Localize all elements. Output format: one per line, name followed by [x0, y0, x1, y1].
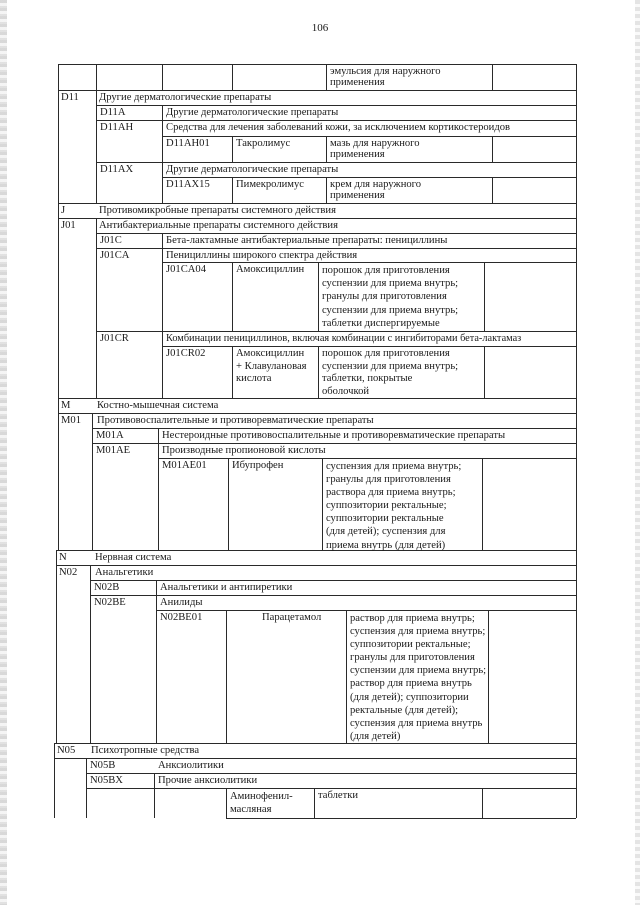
table-rule	[96, 331, 576, 332]
table-rule	[326, 136, 327, 162]
group-name-cell: Анальгетики	[95, 567, 154, 578]
dosage-form-cell: раствор для приема внутрь; суспензия для приема внутрь; суппозитории ректальные; гранулы для приготовления суспензии для приема внутрь; раствор для приема внутрь (для детей); суппозитории ректальные (для детей); суспензия для приема внутрь (для детей)	[350, 613, 487, 742]
table-rule	[162, 262, 576, 263]
atc-code-cell: J01CA	[100, 250, 130, 261]
atc-code-cell: N05BX	[90, 775, 123, 786]
table-rule	[154, 773, 155, 818]
table-rule	[226, 818, 576, 819]
group-name-cell: Анилиды	[160, 597, 203, 608]
table-rule	[232, 262, 233, 331]
group-name-cell: Противовоспалительные и противоревматические препараты	[97, 415, 374, 426]
atc-code-cell: M01	[61, 415, 82, 426]
atc-code-cell: D11	[61, 92, 79, 103]
atc-code-cell: N02BE	[94, 597, 126, 608]
table-rule	[232, 64, 233, 90]
table-rule	[54, 743, 55, 818]
atc-code-cell: N	[59, 552, 67, 563]
table-rule	[96, 218, 97, 398]
group-name-cell: Пенициллины широкого спектра действия	[166, 250, 358, 261]
table-rule	[162, 136, 576, 137]
table-rule	[162, 233, 163, 398]
table-rule	[96, 105, 576, 106]
atc-code-cell: M01A	[96, 430, 124, 441]
atc-code-cell: D11AX	[100, 164, 134, 175]
dosage-form-cell: эмульсия для наружного применения	[330, 66, 441, 89]
atc-code-cell: J01CR	[100, 333, 129, 344]
dosage-form-cell: порошок для приготовления суспензии для приема внутрь; таблетки, покрытые оболочкой	[322, 348, 459, 397]
table-rule	[346, 610, 347, 743]
group-name-cell: Анальгетики и антипиретики	[160, 582, 293, 593]
page-number: 106	[311, 22, 329, 34]
table-rule	[162, 105, 163, 203]
group-name-cell: Другие дерматологические препараты	[166, 107, 339, 118]
atc-code-cell: N02BE01	[160, 612, 203, 623]
group-name-cell: Средства для лечения заболеваний кожи, за исключением кортикостероидов	[166, 122, 511, 133]
atc-code-cell: D11AX15	[166, 179, 210, 190]
table-rule	[484, 346, 485, 398]
table-rule	[576, 64, 577, 818]
group-name-cell: Производные пропионовой кислоты	[162, 445, 326, 456]
table-rule	[96, 248, 576, 249]
table-rule	[318, 346, 319, 398]
table-rule	[58, 90, 576, 91]
atc-code-cell: D11AH01	[166, 138, 210, 149]
table-rule	[318, 262, 319, 331]
table-rule	[86, 788, 576, 789]
dosage-form-cell: суспензия для приема внутрь; гранулы для приготовления раствора для приема внутрь; суппозитории ректальные; суппозитории ректальные (для детей); суспензия для приема внутрь (для детей)	[326, 461, 462, 551]
table-rule	[232, 346, 233, 398]
atc-code-cell: M01AE	[96, 445, 131, 456]
group-name-cell: Анксиолитики	[158, 760, 224, 771]
group-name-cell: Нервная система	[95, 552, 172, 563]
table-rule	[492, 136, 493, 162]
table-rule	[162, 64, 163, 90]
group-name-cell: Прочие анксиолитики	[158, 775, 258, 786]
atc-code-cell: M	[61, 400, 71, 411]
table-rule	[232, 177, 233, 203]
group-name-cell: Противомикробные препараты системного действия	[99, 205, 336, 216]
table-rule	[162, 177, 576, 178]
group-name-cell: Бета-лактамные антибактериальные препараты: пенициллины	[166, 235, 448, 246]
table-rule	[58, 398, 576, 399]
drug-name-cell: Ибупрофен	[232, 460, 284, 471]
table-rule	[96, 90, 97, 203]
table-rule	[92, 428, 576, 429]
group-name-cell: Нестероидные противовоспалительные и противоревматические препараты	[162, 430, 506, 441]
atc-code-cell: D11A	[100, 107, 126, 118]
atc-code-cell: N02	[59, 567, 78, 578]
group-name-cell: Антибактериальные препараты системного действия	[99, 220, 338, 231]
table-rule	[58, 413, 576, 414]
table-rule	[54, 743, 576, 744]
table-rule	[92, 443, 576, 444]
table-rule	[96, 120, 576, 121]
table-rule	[54, 758, 576, 759]
table-rule	[58, 203, 576, 204]
dosage-form-cell: таблетки	[318, 790, 359, 801]
table-rule	[90, 580, 576, 581]
table-rule	[482, 458, 483, 550]
table-rule	[326, 64, 327, 90]
dosage-form-cell: мазь для наружного применения	[330, 138, 420, 161]
atc-code-cell: J01CR02	[166, 348, 206, 359]
table-rule	[90, 595, 576, 596]
drug-name-cell: Пимекролимус	[236, 179, 304, 190]
table-rule	[96, 233, 576, 234]
table-rule	[226, 610, 227, 743]
table-rule	[58, 64, 59, 550]
drug-name-cell: Парацетамол	[262, 612, 322, 623]
table-rule	[326, 177, 327, 203]
atc-code-cell: M01AE01	[162, 460, 207, 471]
atc-code-cell: J01C	[100, 235, 122, 246]
table-rule	[86, 773, 576, 774]
table-rule	[322, 458, 323, 550]
group-name-cell: Комбинации пенициллинов, включая комбинации с ингибиторами бета-лактамаз	[166, 333, 522, 344]
dosage-form-cell: крем для наружного применения	[330, 179, 422, 202]
group-name-cell: Костно-мышечная система	[97, 400, 219, 411]
table-rule	[232, 136, 233, 162]
drug-name-cell: Амоксициллин	[236, 264, 305, 275]
table-rule	[96, 162, 576, 163]
atc-code-cell: J	[61, 205, 66, 216]
atc-code-cell: N05B	[90, 760, 116, 771]
table-rule	[158, 428, 159, 550]
table-rule	[156, 610, 576, 611]
table-rule	[58, 64, 576, 65]
table-rule	[92, 413, 93, 550]
atc-code-cell: D11AH	[100, 122, 134, 133]
atc-code-cell: N05	[57, 745, 76, 756]
table-rule	[482, 788, 483, 818]
table-rule	[228, 458, 229, 550]
table-rule	[56, 550, 57, 743]
drug-name-cell: Такролимус	[236, 138, 291, 149]
group-name-cell: Другие дерматологические препараты	[166, 164, 339, 175]
table-rule	[162, 346, 576, 347]
table-rule	[158, 458, 576, 459]
atc-code-cell: J01	[61, 220, 76, 231]
table-rule	[488, 610, 489, 743]
dosage-form-cell: порошок для приготовления суспензии для приема внутрь; гранулы для приготовления суспензии для приема внутрь; таблетки диспергируемые	[322, 265, 459, 329]
drug-name-cell: Аминофенил- масляная	[230, 791, 293, 815]
table-rule	[492, 64, 493, 90]
table-rule	[90, 565, 91, 743]
group-name-cell: Психотропные средства	[91, 745, 200, 756]
table-rule	[58, 218, 576, 219]
group-name-cell: Другие дерматологические препараты	[99, 92, 272, 103]
table-rule	[226, 788, 227, 818]
table-rule	[484, 262, 485, 331]
drug-name-cell: Амоксициллин + Клавулановая кислота	[236, 348, 307, 384]
table-rule	[314, 788, 315, 818]
table-rule	[86, 758, 87, 818]
table-rule	[156, 580, 157, 743]
atc-code-cell: J01CA04	[166, 264, 207, 275]
table-rule	[492, 177, 493, 203]
table-rule	[56, 565, 576, 566]
table-rule	[96, 64, 97, 90]
atc-code-cell: N02B	[94, 582, 120, 593]
table-rule	[56, 550, 576, 551]
